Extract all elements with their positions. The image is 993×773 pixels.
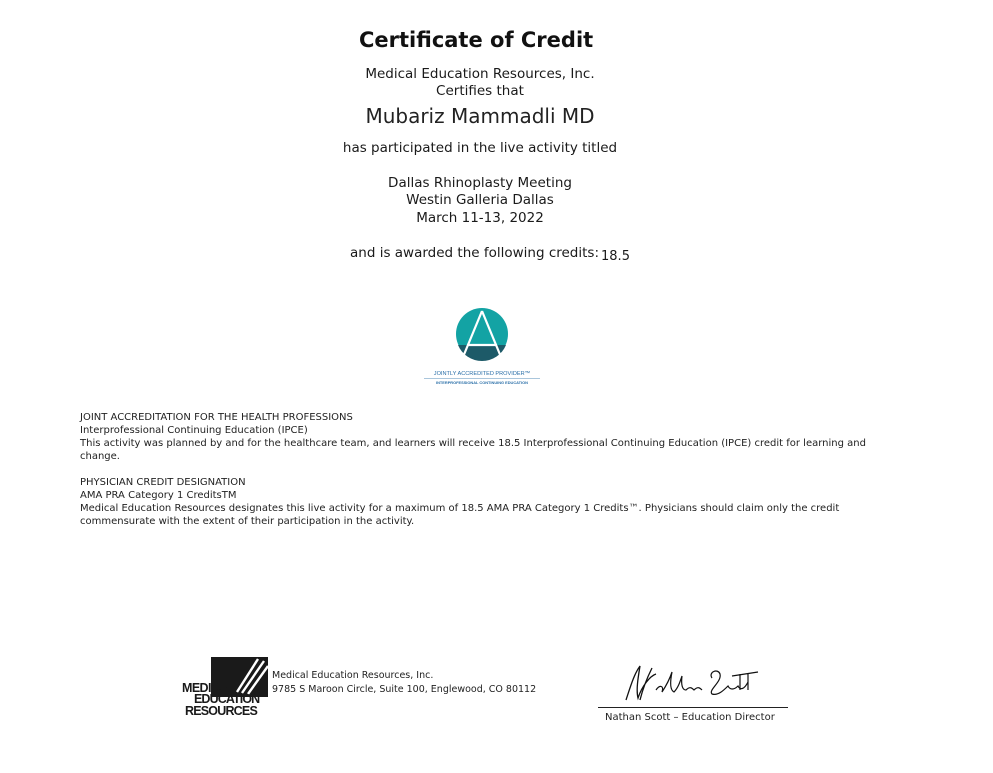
accreditation-logo-line-2: INTERPROFESSIONAL CONTINUING EDUCATION [436, 380, 528, 385]
mer-logo-word-1: MEDICAL [182, 681, 235, 695]
company-address-block [272, 669, 536, 697]
awarded-credits-line [350, 245, 630, 264]
signature-image [612, 660, 762, 704]
company-name: Medical Education Resources, Inc. [272, 670, 434, 681]
jointly-accredited-provider-logo [415, 305, 550, 395]
joint-accreditation-subheading: Interprofessional Continuing Education (IPCE) [80, 425, 308, 436]
physician-credit-subheading: AMA PRA Category 1 CreditsTM [80, 490, 237, 501]
mer-logo-word-2: EDUCATION [194, 692, 260, 706]
signatory-name-title: Nathan Scott – Education Director [605, 712, 775, 723]
certificate-title: Certificate of Credit [359, 28, 594, 52]
signature-line [598, 707, 788, 708]
signature-stroke-n [626, 666, 656, 700]
credits-value: 18.5 [601, 249, 630, 264]
joint-accreditation-body: This activity was planned by and for the healthcare team, and learners will receive 18.5 Interprofessional Continuing Education (IPCE) credit for learning and change. [80, 438, 866, 462]
signature-stroke-athan [656, 672, 702, 692]
awarded-text: and is awarded the following credits: [350, 245, 600, 261]
medical-education-resources-logo [182, 657, 270, 717]
company-address: 9785 S Maroon Circle, Suite 100, Englewood, CO 80112 [272, 684, 537, 695]
activity-dates: March 11-13, 2022 [416, 210, 544, 226]
physician-credit-section [80, 476, 900, 528]
activity-title: Dallas Rhinoplasty Meeting [388, 175, 572, 191]
joint-accreditation-section [80, 411, 900, 463]
participated-text: has participated in the live activity titled [342, 140, 618, 156]
joint-accreditation-heading: JOINT ACCREDITATION FOR THE HEALTH PROFESSIONS [80, 412, 353, 423]
mer-logo-word-3: RESOURCES [185, 704, 257, 717]
recipient-name: Mubariz Mammadli MD [365, 104, 595, 128]
issuing-organization: Medical Education Resources, Inc. [365, 66, 595, 82]
physician-credit-body: Medical Education Resources designates this live activity for a maximum of 18.5 AMA PRA Category 1 Credits™. Physicians should claim only the credit commensurate with the extent of their participation in the activity. [80, 503, 840, 527]
physician-credit-heading: PHYSICIAN CREDIT DESIGNATION [80, 477, 246, 488]
signature-stroke-scott [711, 671, 758, 694]
activity-venue: Westin Galleria Dallas [406, 192, 554, 208]
certifies-text: Certifies that [436, 83, 524, 99]
accreditation-logo-line-1: JOINTLY ACCREDITED PROVIDER™ [433, 371, 531, 377]
